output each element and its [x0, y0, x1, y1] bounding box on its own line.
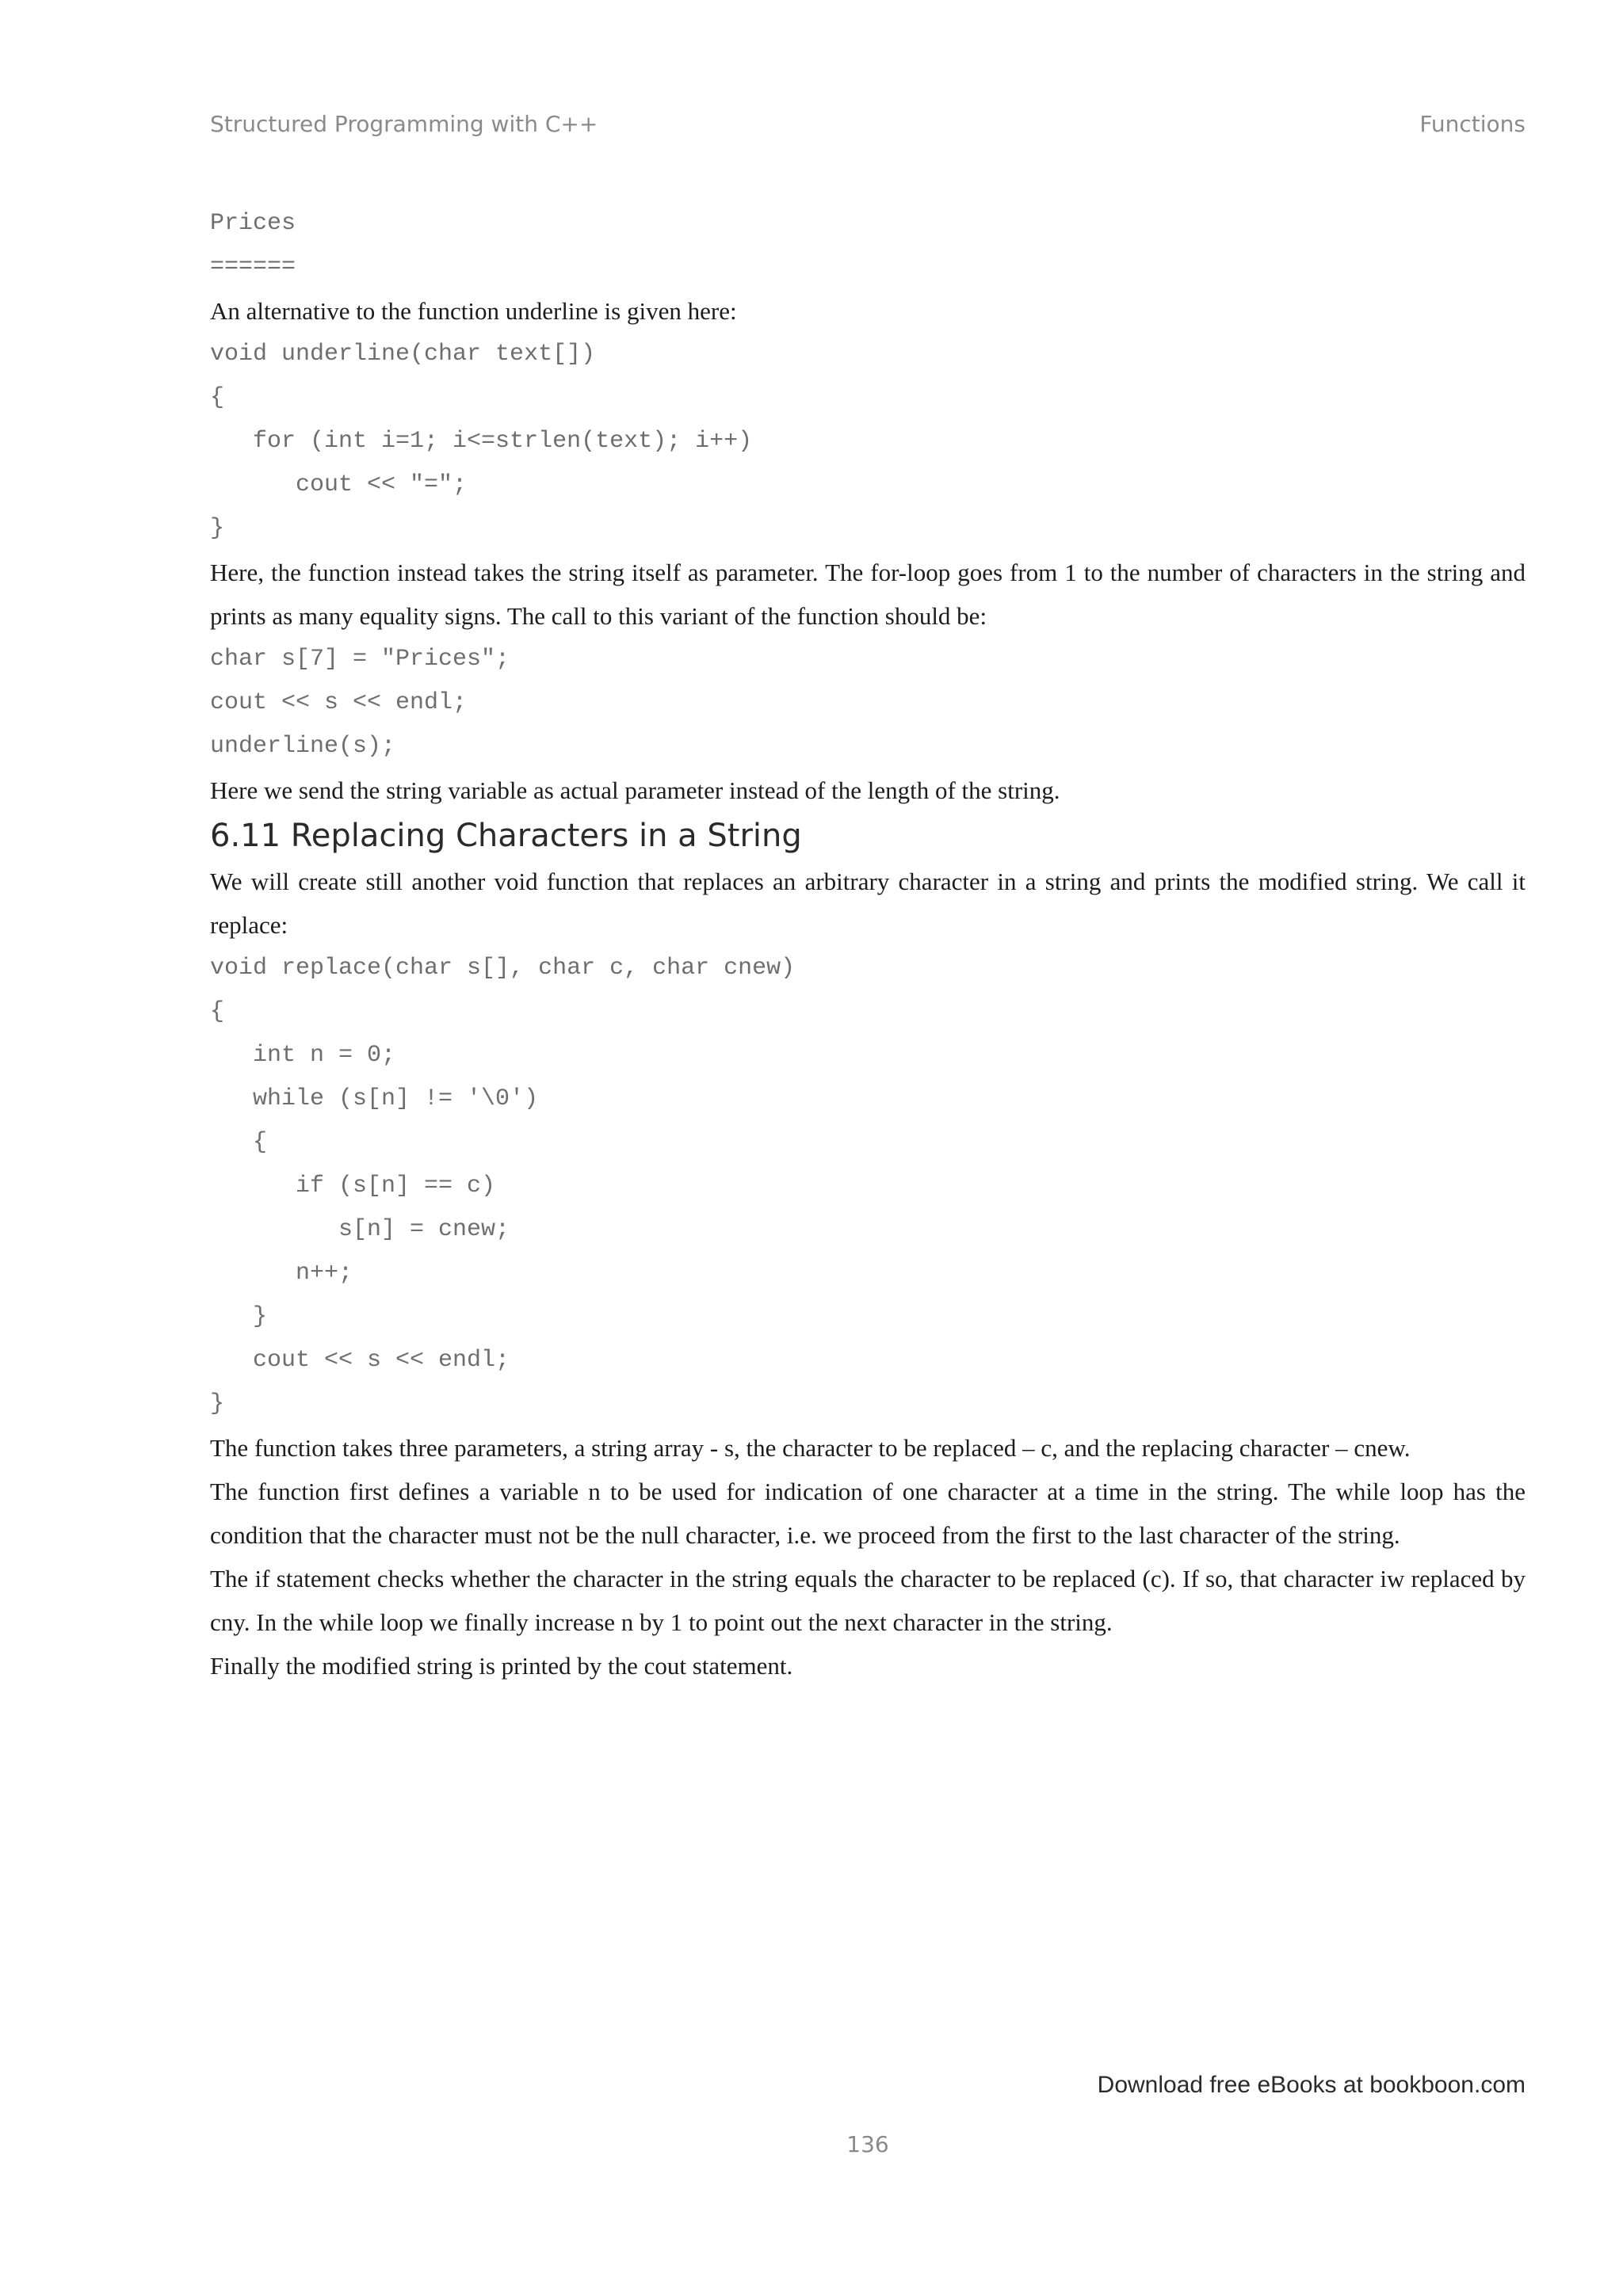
header-chapter-title: Functions [1419, 111, 1526, 137]
page-number: 136 [846, 2131, 889, 2157]
running-header [210, 111, 1526, 137]
paragraph-we-will-create: We will create still another void function that replaces an arbitrary character in a string and prints the modified string. We call it replace: [210, 868, 1526, 939]
document-page [210, 0, 1526, 2296]
code-output-prices: Prices ====== [210, 210, 296, 280]
paragraph-takes-parameters: The function takes three parameters, a string array - s, the character to be replaced – c, and the replacing character – cnew. [210, 1434, 1411, 1462]
paragraph-here-function: Here, the function instead takes the string itself as parameter. The for-loop goes from 1 to the number of characters in the string and prints as many equality signs. The call to this variant of the function should be: [210, 559, 1526, 630]
header-book-title: Structured Programming with C++ [210, 111, 598, 137]
paragraph-here-send: Here we send the string variable as actual parameter instead of the length of the string. [210, 776, 1060, 804]
download-ebooks-link[interactable]: Download free eBooks at bookboon.com [1097, 2072, 1526, 2098]
page-content [210, 202, 1526, 1688]
paragraph-alternative: An alternative to the function underline is given here: [210, 297, 737, 325]
section-heading: 6.11 Replacing Characters in a String [210, 818, 802, 854]
paragraph-first-defines: The function first defines a variable n to be used for indication of one character at a time in the string. The while loop has the condition that the character must not be the null character, i.e. we proceed from the first to the last character of the string. [210, 1478, 1526, 1549]
paragraph-finally: Finally the modified string is printed by the cout statement. [210, 1652, 793, 1680]
code-underline-call: char s[7] = "Prices"; cout << s << endl; underline(s); [210, 646, 510, 760]
code-underline-function: void underline(char text[]) { for (int i=1; i<=strlen(text); i++) cout << "="; } [210, 341, 753, 542]
paragraph-if-statement: The if statement checks whether the character in the string equals the character to be replaced (c). If so, that character iw replaced by cny. In the while loop we finally increase n by 1 to point out the next character in the string. [210, 1565, 1526, 1636]
code-replace-function: void replace(char s[], char c, char cnew) { int n = 0; while (s[n] != '\0') { if (s[n] == c) s[n] = cnew; n++; } cout << s << endl; } [210, 955, 796, 1417]
